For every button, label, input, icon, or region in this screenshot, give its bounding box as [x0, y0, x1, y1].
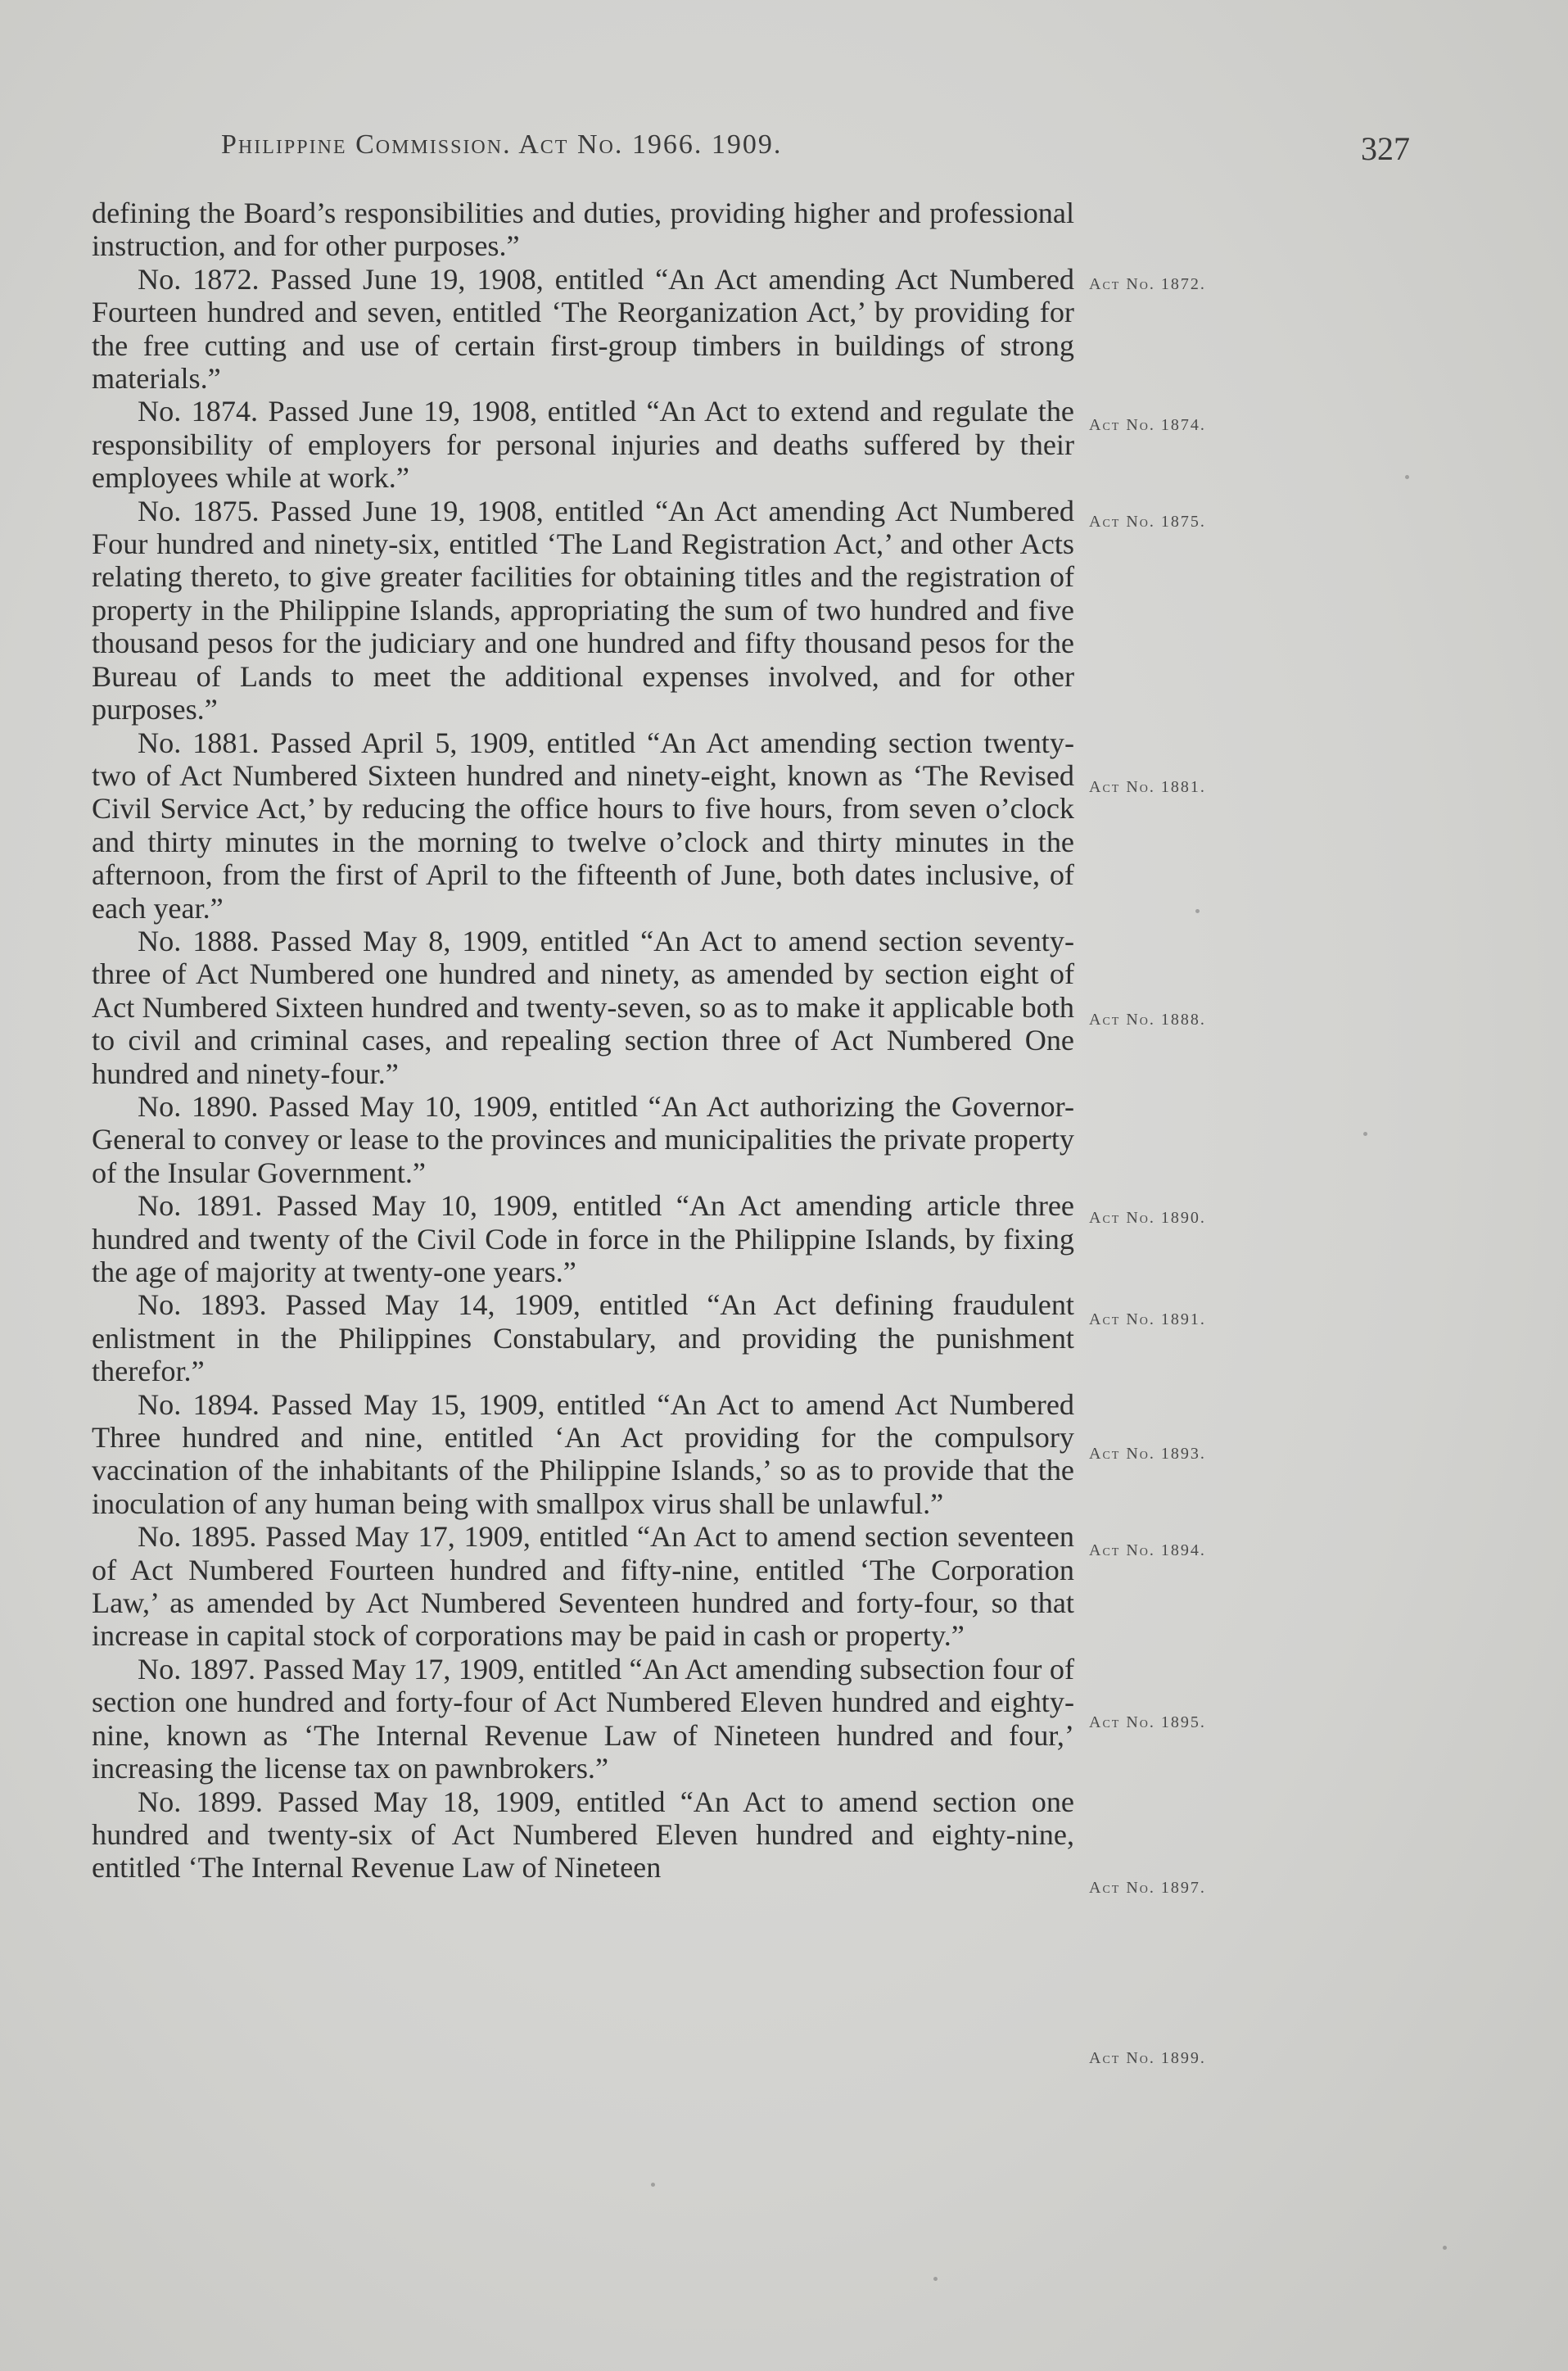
- paragraph-act-1872: No. 1872. Passed June 19, 1908, entitled “An Act amending Act Numbered Fourteen hundred and seven, entitled ‘The Reorganization Act,’ by providing for the free cutting and use of certain first-group timbers in buildings of strong materials.”: [92, 262, 1074, 396]
- margin-note-act-1894: Act No. 1894.: [1089, 1541, 1206, 1559]
- paragraph-act-1894: No. 1894. Passed May 15, 1909, entitled “An Act to amend Act Numbered Three hundred and nine, entitled ‘An Act providing for the compulsory vaccination of the inhabitants of the Philippine Islands,’ so as to provide that the inoculation of any human being with smallpox virus shall be unlawful.”: [92, 1387, 1074, 1520]
- margin-note-act-1875: Act No. 1875.: [1089, 513, 1206, 531]
- margin-note-act-1890: Act No. 1890.: [1089, 1209, 1206, 1227]
- running-head: Philippine Commission. Act No. 1966. 1909.: [221, 129, 783, 160]
- paragraph-act-1875: No. 1875. Passed June 19, 1908, entitled “An Act amending Act Numbered Four hundred and ninety-six, entitled ‘The Land Registration Act,’ and other Acts relating thereto, to give greater facilities for obtaining titles and the registration of property in the Philippine Islands, appropriating the sum of two hundred and five thousand pesos for the judiciary and one hundred and fifty thousand pesos for the Bureau of Lands to meet the additional expenses involved, and for other purposes.”: [92, 494, 1074, 726]
- margin-note-act-1897: Act No. 1897.: [1089, 1879, 1206, 1897]
- paragraph-act-1890: No. 1890. Passed May 10, 1909, entitled “An Act authorizing the Governor-General to convey or lease to the provinces and municipalities the private property of the Insular Government.”: [92, 1089, 1074, 1189]
- margin-note-act-1895: Act No. 1895.: [1089, 1713, 1206, 1731]
- paragraph-act-1895: No. 1895. Passed May 17, 1909, entitled “An Act to amend section seventeen of Act Numbered Fourteen hundred and fifty-nine, entitled ‘The Corporation Law,’ as amended by Act Numbered Seventeen hundred and forty-four, so that increase in capital stock of corporations may be paid in cash or property.”: [92, 1520, 1074, 1653]
- paper-speck: [1443, 2246, 1447, 2250]
- paragraph-act-1893: No. 1893. Passed May 14, 1909, entitled “An Act defining fraudulent enlistment in the Philippines Constabulary, and providing the punishment therefor.”: [92, 1288, 1074, 1388]
- paper-speck: [933, 2277, 938, 2281]
- margin-note-act-1888: Act No. 1888.: [1089, 1011, 1206, 1029]
- margin-note-act-1881: Act No. 1881.: [1089, 778, 1206, 796]
- paragraph-act-1888: No. 1888. Passed May 8, 1909, entitled “An Act to amend section seventy-three of Act Numbered one hundred and ninety, as amended by section eight of Act Numbered Sixteen hundred and twenty-seven, so as to make it applicable both to civil and criminal cases, and repealing section three of Act Numbered One hundred and ninety-four.”: [92, 924, 1074, 1090]
- margin-note-act-1891: Act No. 1891.: [1089, 1310, 1206, 1328]
- body-text: [92, 197, 1074, 1885]
- margin-note-act-1899: Act No. 1899.: [1089, 2049, 1206, 2067]
- paragraph-act-1899: No. 1899. Passed May 18, 1909, entitled “An Act to amend section one hundred and twenty-six of Act Numbered Eleven hundred and eighty-nine, entitled ‘The Internal Revenue Law of Nineteen: [92, 1785, 1074, 1885]
- paper-speck: [651, 2183, 655, 2187]
- paragraph-act-1881: No. 1881. Passed April 5, 1909, entitled “An Act amending section twenty-two of Act Numbered Sixteen hundred and ninety-eight, known as ‘The Revised Civil Service Act,’ by reducing the office hours to five hours, from seven o’clock and thirty minutes in the morning to twelve o’clock and thirty minutes in the afternoon, from the first of April to the fifteenth of June, both dates inclusive, of each year.”: [92, 726, 1074, 925]
- paragraph-act-1897: No. 1897. Passed May 17, 1909, entitled “An Act amending subsection four of section one hundred and forty-four of Act Numbered Eleven hundred and eighty-nine, known as ‘The Internal Revenue Law of Nineteen hundred and four,’ increasing the license tax on pawnbrokers.”: [92, 1652, 1074, 1785]
- margin-note-act-1872: Act No. 1872.: [1089, 275, 1206, 293]
- paragraph: defining the Board’s responsibilities and duties, providing higher and professional instruction, and for other purposes.”: [92, 197, 1074, 263]
- paragraph-act-1874: No. 1874. Passed June 19, 1908, entitled “An Act to extend and regulate the responsibility of employers for personal injuries and deaths suffered by their employees while at work.”: [92, 395, 1074, 495]
- margin-note-act-1893: Act No. 1893.: [1089, 1445, 1206, 1463]
- paragraph-act-1891: No. 1891. Passed May 10, 1909, entitled “An Act amending article three hundred and twenty of the Civil Code in force in the Philippine Islands, by fixing the age of majority at twenty-one years.”: [92, 1189, 1074, 1288]
- paper-speck: [1195, 909, 1200, 913]
- paper-speck: [1363, 1132, 1367, 1136]
- page-number: 327: [1361, 130, 1410, 167]
- margin-note-act-1874: Act No. 1874.: [1089, 416, 1206, 434]
- paper-speck: [1405, 475, 1409, 479]
